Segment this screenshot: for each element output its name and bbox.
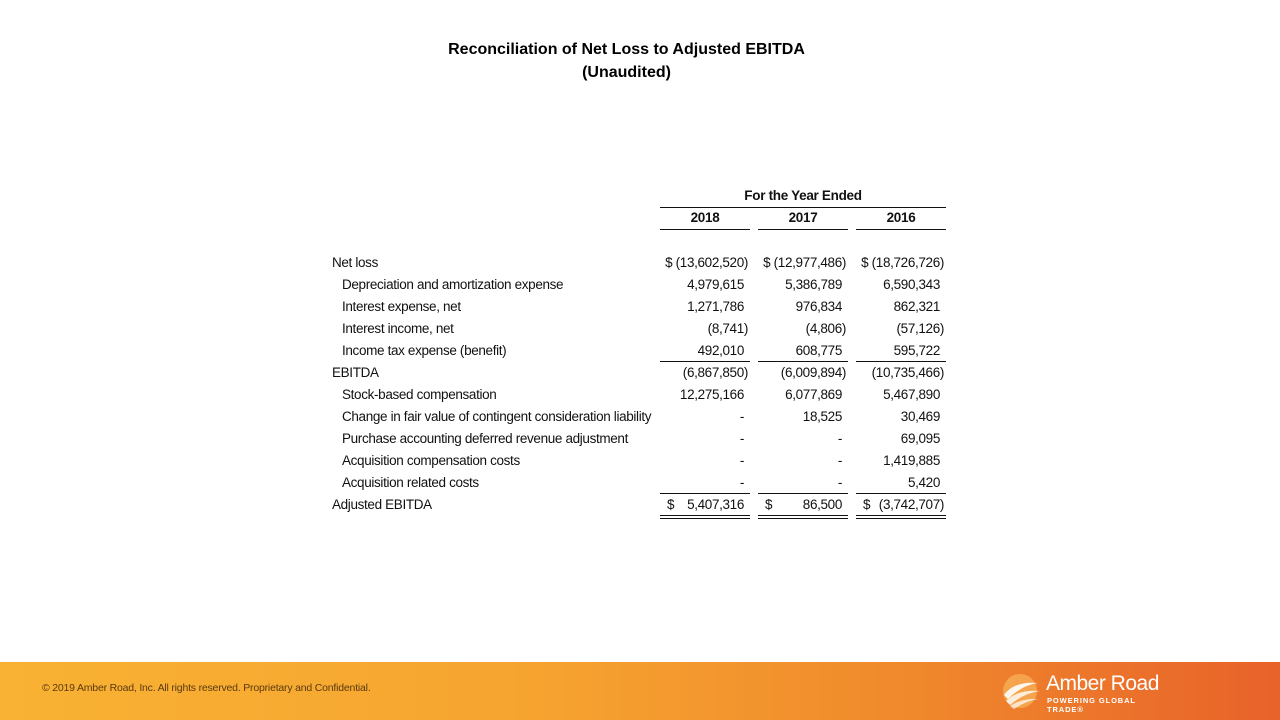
total-rule — [856, 493, 946, 494]
cell-value: 69,095 — [900, 431, 940, 446]
copyright-text: © 2019 Amber Road, Inc. All rights reserved. Proprietary and Confidential. — [42, 682, 371, 694]
header-rule — [660, 207, 946, 208]
cell-value: - — [837, 431, 842, 446]
page-subtitle: (Unaudited) — [582, 64, 671, 81]
cell-value: 6,590,343 — [883, 277, 940, 292]
cell-value: 595,722 — [893, 343, 940, 358]
year-rule — [660, 229, 750, 230]
cell-value: 5,467,890 — [883, 387, 940, 402]
cell-value: (3,742,707) — [878, 497, 944, 512]
cell-value: (8,741) — [707, 321, 748, 336]
cell-value: - — [739, 453, 744, 468]
double-rule — [758, 518, 848, 519]
page-title: Reconciliation of Net Loss to Adjusted EBITDA — [448, 41, 805, 58]
cell-value: 86,500 — [802, 497, 842, 512]
total-rule — [660, 493, 750, 494]
amber-road-logo — [1000, 669, 1175, 713]
cell-value: - — [837, 475, 842, 490]
cell-value: 862,321 — [893, 299, 940, 314]
row-label-deferred-revenue: Purchase accounting deferred revenue adjustment — [342, 431, 628, 446]
row-label-depreciation: Depreciation and amortization expense — [342, 277, 564, 292]
logo-tagline: POWERING GLOBAL TRADE® — [1047, 696, 1136, 714]
row-label-interest-income: Interest income, net — [342, 321, 454, 336]
double-rule — [660, 518, 750, 519]
cell-value: 18,525 — [802, 409, 842, 424]
cell-value: 5,420 — [907, 475, 940, 490]
cell-value: 1,419,885 — [883, 453, 940, 468]
row-label-acquisition-related: Acquisition related costs — [342, 475, 479, 490]
cell-value: (4,806) — [805, 321, 846, 336]
currency-symbol: $ — [667, 497, 675, 512]
subtotal-rule — [660, 361, 750, 362]
cell-value: (10,735,466) — [871, 365, 944, 380]
cell-value: - — [837, 453, 842, 468]
row-label-adjusted-ebitda: Adjusted EBITDA — [332, 497, 432, 512]
currency-symbol: $ — [863, 497, 871, 512]
cell-value: (6,867,850) — [682, 365, 748, 380]
year-header-2016: 2016 — [886, 210, 916, 225]
row-label-contingent-consideration: Change in fair value of contingent consideration liability — [342, 409, 652, 424]
cell-value: $ (12,977,486) — [763, 255, 846, 270]
subtotal-rule — [856, 361, 946, 362]
total-rule — [758, 493, 848, 494]
year-rule — [856, 229, 946, 230]
cell-value: 492,010 — [697, 343, 744, 358]
row-label-ebitda: EBITDA — [332, 365, 379, 380]
cell-value: 976,834 — [795, 299, 842, 314]
cell-value: $ (18,726,726) — [861, 255, 944, 270]
currency-symbol: $ — [765, 497, 773, 512]
logo-wordmark: Amber Road — [1046, 672, 1159, 695]
cell-value: (6,009,894) — [780, 365, 846, 380]
year-rule — [758, 229, 848, 230]
year-header-2018: 2018 — [690, 210, 720, 225]
double-rule — [856, 518, 946, 519]
cell-value: 5,407,316 — [687, 497, 744, 512]
cell-value: $ (13,602,520) — [665, 255, 748, 270]
cell-value: 12,275,166 — [679, 387, 744, 402]
row-label-net-loss: Net loss — [332, 255, 378, 270]
double-rule — [856, 515, 946, 516]
row-label-income-tax: Income tax expense (benefit) — [342, 343, 507, 358]
year-header-2017: 2017 — [788, 210, 818, 225]
cell-value: - — [739, 431, 744, 446]
row-label-interest-expense: Interest expense, net — [342, 299, 461, 314]
cell-value: - — [739, 409, 744, 424]
cell-value: 30,469 — [900, 409, 940, 424]
amber-road-sun-icon — [1000, 669, 1044, 713]
cell-value: 6,077,869 — [785, 387, 842, 402]
cell-value: 5,386,789 — [785, 277, 842, 292]
row-label-acquisition-compensation: Acquisition compensation costs — [342, 453, 520, 468]
cell-value: 1,271,786 — [687, 299, 744, 314]
period-header: For the Year Ended — [744, 188, 862, 203]
cell-value: (57,126) — [896, 321, 944, 336]
cell-value: - — [739, 475, 744, 490]
subtotal-rule — [758, 361, 848, 362]
row-label-stock-comp: Stock-based compensation — [342, 387, 497, 402]
double-rule — [758, 515, 848, 516]
cell-value: 608,775 — [795, 343, 842, 358]
cell-value: 4,979,615 — [687, 277, 744, 292]
footer-bar — [0, 662, 1280, 720]
double-rule — [660, 515, 750, 516]
